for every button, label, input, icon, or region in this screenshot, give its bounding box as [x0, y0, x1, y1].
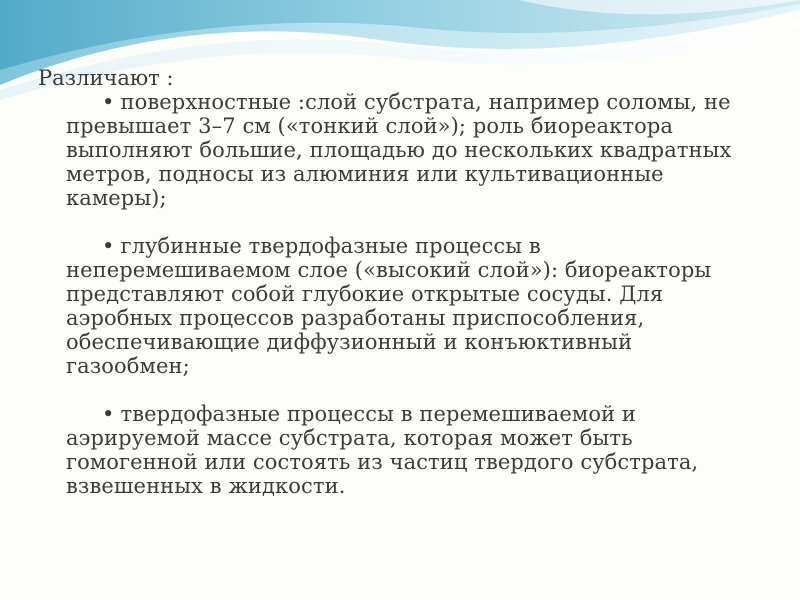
bullet-item-mixed — [66, 402, 760, 498]
slide-body — [38, 66, 760, 498]
bullet-marker: • — [102, 234, 115, 258]
bullet-marker: • — [102, 90, 115, 114]
bullet-item-surface — [66, 90, 760, 210]
bullet-text: твердофазные процессы в перемешиваемой и аэрируемой массе субстрата, которая может быть гомогенной или состоять из частиц твердого субстрата, взвешенных в жидкости. — [66, 402, 699, 498]
spacer — [38, 210, 760, 234]
bullet-item-deep — [66, 234, 760, 378]
bullet-text: глубинные твердофазные процессы в неперемешиваемом слое («высокий слой»): биореакторы представляют собой глубокие открытые сосуды. Для аэробных процессов разработаны приспособления, обеспечивающие диффузионный и конъюктивный газообмен; — [66, 234, 712, 378]
bullet-text: поверхностные :слой субстрата, например соломы, не превышает 3–7 см («тонкий слой»); роль биореактора выполняют большие, площадью до нескольких квадратных метров, подносы из алюминия или культивационные камеры); — [66, 90, 732, 210]
lead-text: Различают : — [38, 66, 174, 90]
bullet-marker: • — [102, 402, 115, 426]
spacer — [38, 378, 760, 402]
